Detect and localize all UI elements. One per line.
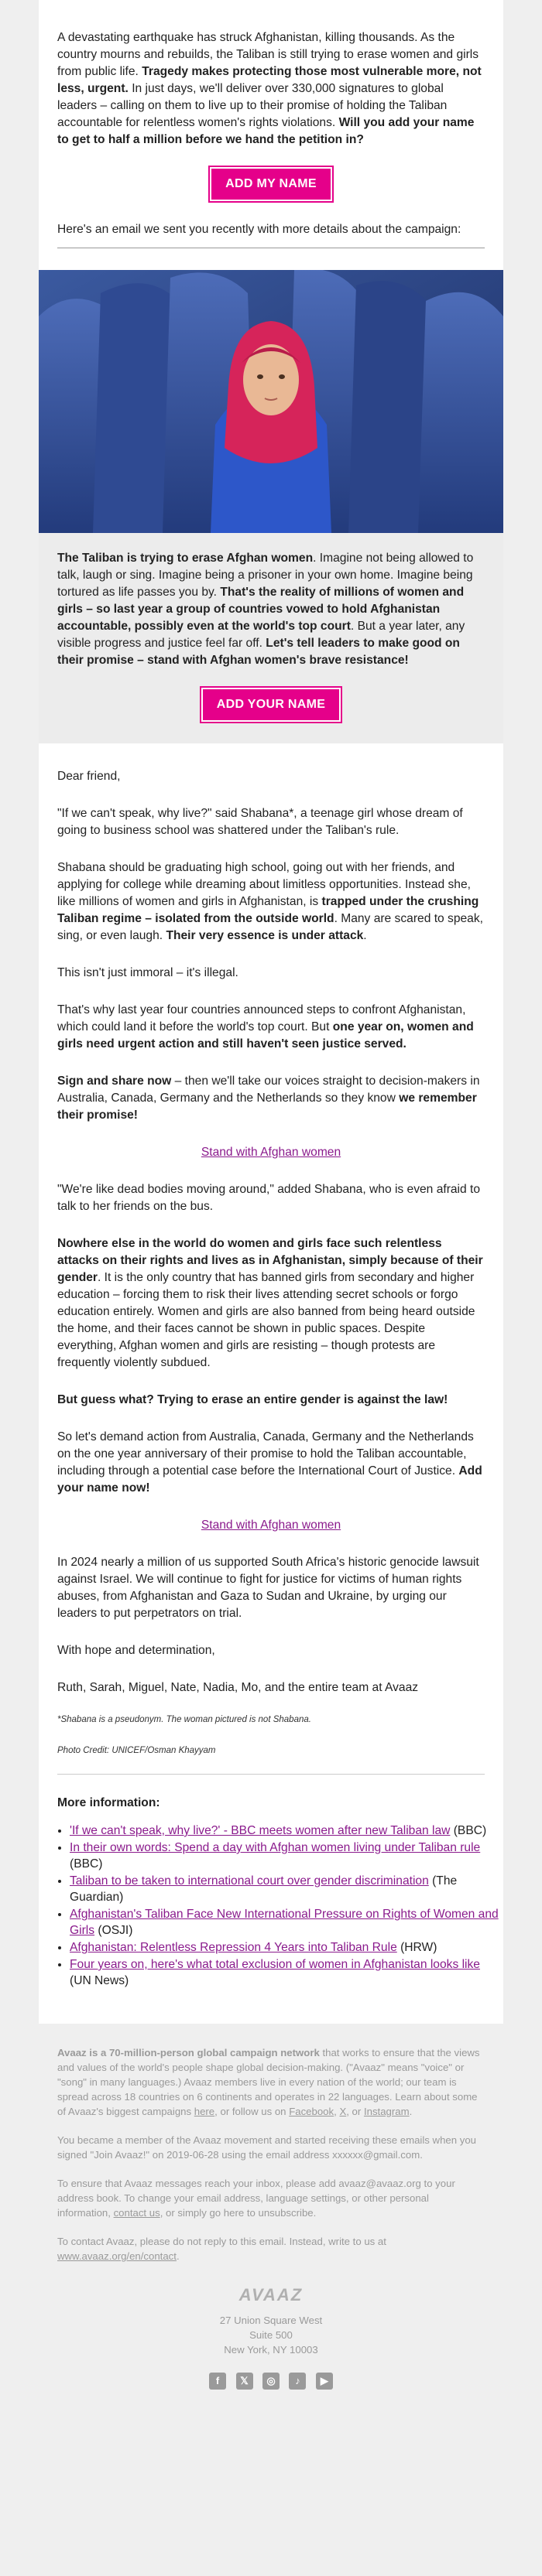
inbox-note: To ensure that Avaaz messages reach your inbox, please add avaaz@avaaz.org to your address book. To change your email address, language settings, or other personal information, contact us, or simply go here to unsubscribe. (57, 2178, 455, 2219)
instagram-icon[interactable]: ◎ (262, 2373, 280, 2390)
list-item: • Afghanistan: Relentless Repression 4 Years into Taliban Rule (HRW) (70, 1939, 503, 1956)
more-info-link[interactable]: In their own words: Spend a day with Afghan women living under Taliban rule (70, 1841, 481, 1854)
footer (39, 2024, 503, 2390)
p2-b: trapped under the crushing Taliban regime – isolated from the outside world (57, 895, 479, 925)
p8-b: Add your name now! (57, 1464, 482, 1495)
x-icon[interactable]: 𝕏 (236, 2373, 253, 2390)
hero-text-a: The Taliban is trying to erase Afghan women (57, 552, 314, 565)
more-info-link[interactable]: 'If we can't speak, why live?' - BBC meets women after new Taliban law (70, 1824, 451, 1837)
p4-b: one year on, women and girls need urgent action and still haven't seen justice served. (57, 1020, 474, 1051)
hero-summary-box (39, 533, 503, 743)
p2-a: Shabana should be graduating high school, going out with her friends, and applying for college while dreaming about limitless opportunities. Instead she, like millions of women and girls in Afghanistan, is (57, 861, 471, 908)
paragraph-nowhere (57, 1235, 485, 1372)
add-my-name-button[interactable]: ADD MY NAME (210, 167, 332, 201)
paragraph-illegal: This isn't just immoral – it's illegal. (57, 966, 238, 979)
more-info-link[interactable]: Afghanistan's Taliban Face New International Pressure on Rights of Women and Girls (70, 1908, 499, 1937)
p2-c: . Many are scared to speak, sing, or even laugh. (57, 912, 483, 942)
stand-with-afghan-women-link-1[interactable]: Stand with Afghan women (201, 1146, 341, 1159)
more-info-link[interactable]: Taliban to be taken to international court over gender discrimination (70, 1874, 429, 1888)
greeting: Dear friend, (57, 770, 121, 783)
list-item: • In their own words: Spend a day with Afghan women living under Taliban rule (BBC) (70, 1840, 503, 1872)
paragraph-against-law (57, 1392, 485, 1409)
address-line-3: New York, NY 10003 (224, 2344, 318, 2356)
closing: With hope and determination, (57, 1644, 215, 1657)
p2-d: Their very essence is under attack (166, 929, 364, 942)
paragraph-shabana (57, 859, 485, 945)
membership-note: You became a member of the Avaaz movement and started receiving these emails when you signed "Join Avaaz!" on 2019-06-28 using the email address xxxxxx@gmail.com. (57, 2134, 476, 2161)
p6-a: Nowhere else in the world do women and girls face such relentless attacks on their rights and lives as in Afghanistan, simply because of their gender (57, 1237, 483, 1284)
intro-text-c: In just days, we'll deliver over 330,000 signatures to global leaders – calling on them to live up to their promise of holding the Taliban accountable for relentless women's rights violations. (57, 82, 448, 129)
list-item: • Taliban to be taken to international court over gender discrimination (The Guardian) (70, 1873, 503, 1905)
p8-a: So let's demand action from Australia, Canada, Germany and the Netherlands on the one year anniversary of their promise to hold the Taliban accountable, including through a potential case before the International Court of Justice. (57, 1430, 474, 1478)
girl-in-burqa-crowd-image (39, 270, 503, 533)
about-avaaz: Avaaz is a 70-million-person global campaign network that works to ensure that the views and values of the world's people shape global decision-making. ("Avaaz" means "voice" or "song" in many languages.) Avaaz members live in every nation of the world; our team is spread across 18 countries on 6 continents and operates in 22 languages. Learn about some of Avaaz's biggest campaigns here, or follow us on Facebook, X, or Instagram. (57, 2047, 480, 2117)
list-item: • 'If we can't speak, why live?' - BBC meets women after new Taliban law (BBC) (70, 1823, 503, 1839)
p4-a: That's why last year four countries announced steps to confront Afghanistan, which could land it before the world's top court. But (57, 1003, 466, 1033)
facebook-icon[interactable]: f (209, 2373, 226, 2390)
hero-text-b: . Imagine not being allowed to talk, laugh or sing. Imagine being a prisoner in your own home. Imagine being tortured as life passes you by. (57, 552, 474, 599)
avaaz-logo: AVAAZ (238, 2285, 304, 2304)
email-note: Here's an email we sent you recently with more details about the campaign: (57, 223, 461, 236)
paragraph-sign (57, 1073, 485, 1124)
hero-text-d: . But a year later, any visible progress and justice feel far off. (57, 620, 465, 650)
p5-b: – then we'll take our voices straight to decision-makers in Australia, Canada, Germany and the Netherlands so they know (57, 1074, 480, 1105)
signoff: Ruth, Sarah, Miguel, Nate, Nadia, Mo, and the entire team at Avaaz (57, 1681, 419, 1694)
photo-credit: Photo Credit: UNICEF/Osman Khayyam (57, 1746, 216, 1755)
address-line-2: Suite 500 (249, 2329, 293, 2341)
paragraph-demand (57, 1429, 485, 1497)
letter-section (39, 743, 503, 2024)
more-info-link[interactable]: Afghanistan: Relentless Repression 4 Years into Taliban Rule (70, 1941, 397, 1954)
hero-text-c: That's the reality of millions of women and girls – so last year a group of countries vowed to hold Afghanistan accountable, possibly even at the world's top court (57, 586, 465, 633)
more-info-list (39, 1823, 503, 1989)
intro-section (39, 0, 503, 270)
intro-text-b: Tragedy makes protecting those most vulnerable more, not less, urgent. (57, 65, 482, 95)
p2-e: . (363, 929, 367, 942)
paragraph-2024: In 2024 nearly a million of us supported South Africa's historic genocide lawsuit against Israel. We will continue to fight for justice for victims of human rights abuses, from Afghanistan and Gaza to Sudan and Ukraine, by urging our leaders to put perpetrators on trial. (57, 1556, 479, 1620)
here-link[interactable]: here (194, 2106, 215, 2117)
hero-paragraph (57, 550, 485, 669)
contact-note: To contact Avaaz, please do not reply to this email. Instead, write to us at www.avaaz.org/en/contact. (57, 2236, 386, 2262)
more-info-title: More information: (57, 1796, 160, 1809)
hero-photo (39, 270, 503, 533)
x-link[interactable]: X (339, 2106, 347, 2117)
contact-us-link[interactable]: contact us (113, 2207, 160, 2219)
contact-page-link[interactable]: www.avaaz.org/en/contact (57, 2250, 177, 2262)
address-line-1: 27 Union Square West (219, 2315, 323, 2326)
paragraph-countries (57, 1002, 485, 1053)
p5-a: Sign and share now (57, 1074, 172, 1088)
p6-b: . It is the only country that has banned girls from secondary and higher education – forcing them to risk their lives attending secret schools or forgo education entirely. Women and girls are also banned from being heard outside the home, and their faces cannot be shown in public spaces. Despite everything, Afghan women and girls are resisting – though protests are frequently violently subdued. (57, 1271, 475, 1369)
p5-c: we remember their promise! (57, 1092, 477, 1122)
youtube-icon[interactable]: ▶ (316, 2373, 333, 2390)
list-item: • Afghanistan's Taliban Face New International Pressure on Rights of Women and Girls (OSJI) (70, 1906, 503, 1939)
p7: But guess what? Trying to erase an entire gender is against the law! (57, 1393, 448, 1406)
hero-text-e: Let's tell leaders to make good on their promise – stand with Afghan women's brave resistance! (57, 637, 460, 667)
stand-with-afghan-women-link-2[interactable]: Stand with Afghan women (201, 1519, 341, 1532)
intro-text-d: Will you add your name to get to half a million before we hand the petition in? (57, 116, 475, 146)
intro-text-a: A devastating earthquake has struck Afghanistan, killing thousands. As the country mourns and rebuilds, the Taliban is still trying to erase women and girls from public life. (57, 31, 479, 78)
instagram-link[interactable]: Instagram (363, 2106, 410, 2117)
tiktok-icon[interactable]: ♪ (289, 2373, 306, 2390)
quote-2: "We're like dead bodies moving around," added Shabana, who is even afraid to talk to her friends on the bus. (57, 1183, 481, 1213)
add-your-name-button[interactable]: ADD YOUR NAME (201, 688, 341, 722)
list-item: • Four years on, here's what total exclusion of women in Afghanistan looks like (UN News) (70, 1956, 503, 1989)
social-icons (57, 2373, 485, 2390)
pseudonym-note: *Shabana is a pseudonym. The woman pictured is not Shabana. (57, 1715, 311, 1724)
intro-paragraph (57, 29, 485, 149)
facebook-link[interactable]: Facebook (289, 2106, 334, 2117)
more-info-link[interactable]: Four years on, here's what total exclusion of women in Afghanistan looks like (70, 1958, 480, 1971)
quote-1: "If we can't speak, why live?" said Shabana*, a teenage girl whose dream of going to business school was shattered under the Taliban's rule. (57, 807, 463, 837)
